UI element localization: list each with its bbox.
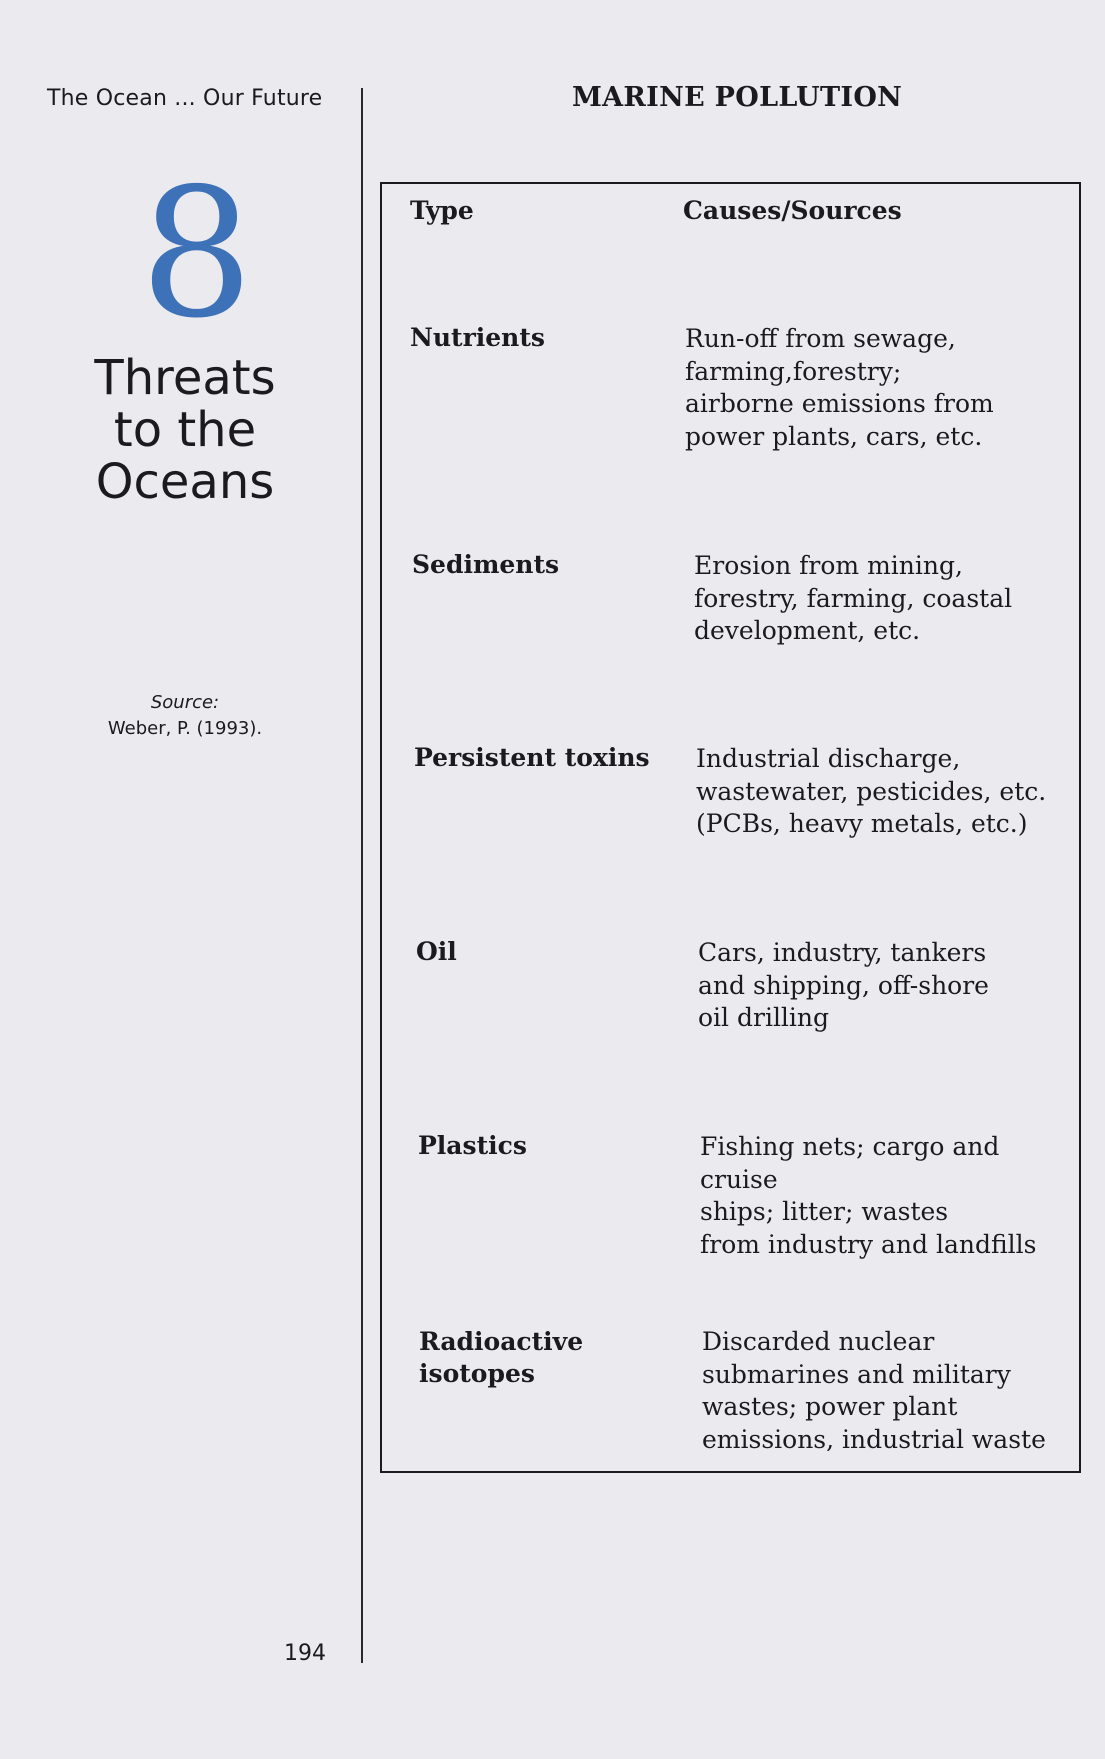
header-type: Type bbox=[410, 196, 474, 225]
chapter-number: 8 bbox=[140, 150, 254, 357]
type-label: Persistent toxins bbox=[414, 743, 650, 772]
header-causes: Causes/Sources bbox=[683, 196, 902, 225]
type-label: Radioactive bbox=[419, 1327, 584, 1356]
cause-line: Cars, industry, tankers bbox=[698, 938, 987, 967]
type-label: Oil bbox=[416, 937, 457, 966]
show-through-text bbox=[410, 88, 418, 118]
table-row-type bbox=[410, 322, 545, 354]
cause-line: wastes; power plant bbox=[702, 1392, 958, 1421]
cause-line: emissions, industrial waste bbox=[702, 1424, 1046, 1454]
cause-line: power plants, cars, etc. bbox=[685, 421, 983, 451]
source-note bbox=[60, 690, 310, 742]
chapter-title bbox=[40, 352, 330, 508]
table-row-causes bbox=[702, 1326, 1046, 1456]
table-row-causes bbox=[696, 743, 1046, 841]
cause-line: from industry and landfills bbox=[700, 1229, 1037, 1259]
table-row-type bbox=[416, 936, 457, 968]
cause-line: (PCBs, heavy metals, etc.) bbox=[696, 809, 1028, 838]
table-row-causes bbox=[685, 323, 994, 453]
chapter-title-line: Threats bbox=[94, 350, 276, 406]
cause-line: Erosion from mining, bbox=[694, 551, 963, 580]
chapter-title-line: Oceans bbox=[95, 454, 275, 510]
table-row-type bbox=[412, 549, 559, 581]
cause-line: farming,forestry; bbox=[685, 356, 902, 386]
cause-line: Industrial discharge, bbox=[696, 744, 961, 773]
source-label: Source: bbox=[150, 692, 220, 713]
table-row-causes bbox=[698, 937, 989, 1035]
table-row-causes bbox=[694, 550, 1012, 648]
cause-line: Run-off from sewage, bbox=[685, 324, 956, 353]
pollution-table bbox=[380, 182, 1081, 1473]
type-label: Plastics bbox=[418, 1131, 527, 1160]
source-citation: Weber, P. (1993). bbox=[107, 718, 263, 739]
cause-line: submarines and military bbox=[702, 1359, 1011, 1389]
section-title: MARINE POLLUTION bbox=[572, 82, 903, 113]
type-label: isotopes bbox=[419, 1359, 535, 1388]
table-row-type bbox=[419, 1326, 583, 1390]
cause-line: wastewater, pesticides, etc. bbox=[696, 776, 1047, 806]
cause-line: Fishing nets; cargo and cruise bbox=[700, 1132, 1000, 1194]
cause-line: forestry, farming, coastal bbox=[694, 583, 1013, 613]
cause-line: ships; litter; wastes bbox=[700, 1197, 949, 1226]
table-row-type bbox=[418, 1130, 527, 1162]
page-number: 194 bbox=[284, 1641, 326, 1666]
type-label: Sediments bbox=[412, 550, 560, 579]
cause-line: development, etc. bbox=[694, 616, 921, 645]
running-head: The Ocean ... Our Future bbox=[47, 86, 323, 111]
chapter-title-line: to the bbox=[113, 402, 257, 458]
cause-line: Discarded nuclear bbox=[702, 1327, 935, 1356]
column-divider bbox=[361, 88, 363, 1663]
cause-line: and shipping, off-shore bbox=[698, 970, 989, 1000]
table-row-type bbox=[414, 742, 650, 774]
cause-line: airborne emissions from bbox=[685, 389, 994, 418]
type-label: Nutrients bbox=[410, 323, 545, 352]
cause-line: oil drilling bbox=[698, 1003, 830, 1032]
table-row-causes bbox=[700, 1131, 1079, 1261]
